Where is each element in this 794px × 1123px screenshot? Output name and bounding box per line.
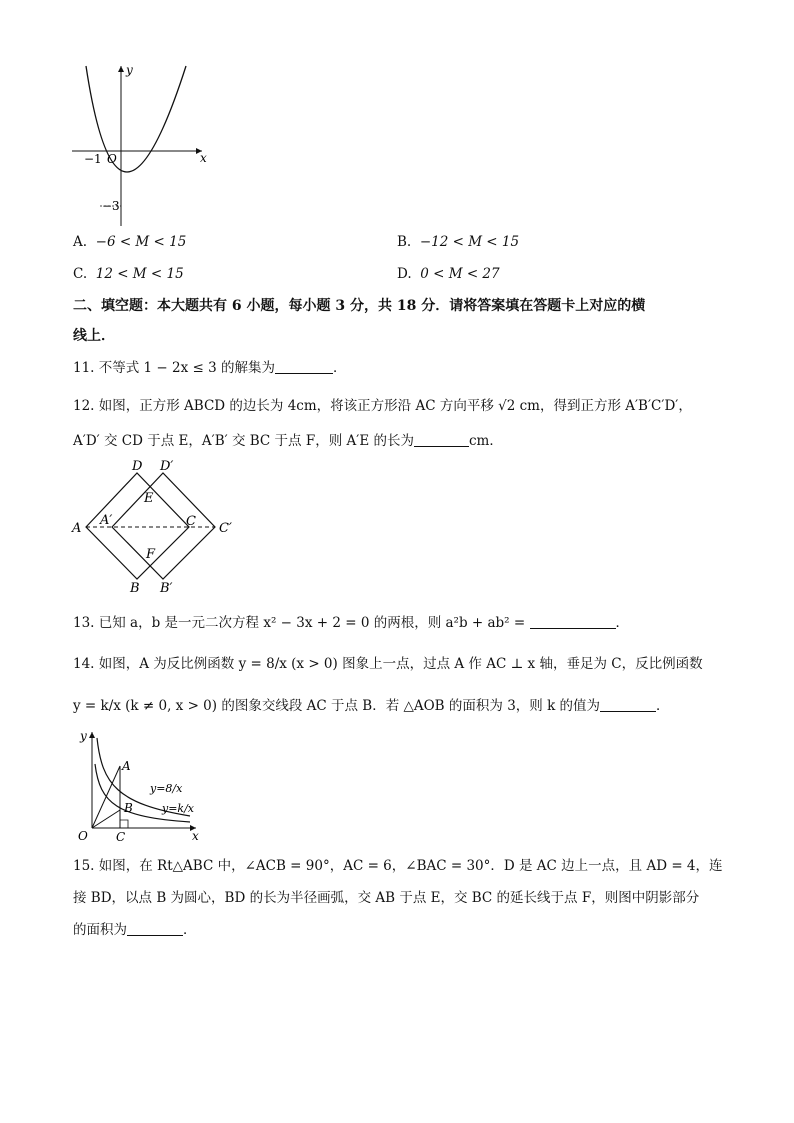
question-15-text: 的面积为 <box>73 922 127 938</box>
question-13: 13. 已知 a，b 是一元二次方程 x² − 3x + 2 = 0 的两根，则 a²b + ab² = ． <box>73 615 629 631</box>
choice-a-letter: A. <box>73 234 88 250</box>
label-a: A <box>72 521 82 536</box>
label-c1: C′ <box>219 521 232 536</box>
x-axis-label: x <box>200 151 207 165</box>
question-12-line1: 12. 如图，正方形 ABCD 的边长为 4cm，将该正方形沿 AC 方向平移 √2 cm，得到正方形 A′B′C′D′， <box>73 398 692 414</box>
label-d: D <box>132 459 143 474</box>
label-d1: D′ <box>160 459 174 474</box>
question-15-line2: 接 BD，以点 B 为圆心，BD 的长为半径画弧，交 AB 于点 E，交 BC 的延长线于点 F，则图中阴影部分 <box>73 890 700 906</box>
question-14-line1: 14. 如图，A 为反比例函数 y = 8/x (x > 0) 图象上一点，过点 A 作 AC ⊥ x 轴，垂足为 C，反比例函数 <box>73 656 703 672</box>
question-14-line2: y = k/x (k ≠ 0, x > 0) 的图象交线段 AC 于点 B．若 △AOB 的面积为 3，则 k 的值为 ． <box>73 698 670 714</box>
question-11: 11. 不等式 1 − 2x ≤ 3 的解集为 ． <box>73 360 347 376</box>
label-b1: B′ <box>160 581 173 596</box>
question-11-text: 11. 不等式 1 − 2x ≤ 3 的解集为 <box>73 360 276 376</box>
right-angle-mark <box>120 820 128 828</box>
square-a1b1c1d1 <box>112 473 215 579</box>
tick-label-neg3: −3 <box>102 199 120 213</box>
curve2-label: y=k/x <box>162 802 195 815</box>
label-b: B <box>130 581 140 596</box>
y-axis-label: y <box>126 63 133 77</box>
question-12-text: A′D′ 交 CD 于点 E，A′B′ 交 BC 于点 F，则 A′E 的长为 <box>73 433 414 449</box>
label-c: C <box>186 514 196 529</box>
label-a1: A′ <box>100 513 113 528</box>
label-e: E <box>144 491 154 506</box>
section2-heading-line2: 线上． <box>73 328 115 344</box>
question-13-text: 13. 已知 a，b 是一元二次方程 x² − 3x + 2 = 0 的两根，则 a²b + ab² = <box>73 615 526 631</box>
hyperbola-figure <box>72 724 212 846</box>
choice-a[interactable] <box>73 233 186 251</box>
label-c: C <box>116 830 126 844</box>
choice-c-text: 12 < M < 15 <box>95 266 184 282</box>
answer-blank-13[interactable] <box>530 614 616 629</box>
question-14-text: y = k/x (k ≠ 0, x > 0) 的图象交线段 AC 于点 B．若 △AOB 的面积为 3，则 k 的值为 <box>73 698 601 714</box>
label-o: O <box>78 829 88 843</box>
label-f: F <box>146 547 156 562</box>
question-12-line2: A′D′ 交 CD 于点 E，A′B′ 交 BC 于点 F，则 A′E 的长为 cm． <box>73 433 503 449</box>
choice-d-text: 0 < M < 27 <box>420 266 500 282</box>
answer-blank-14[interactable] <box>600 697 656 712</box>
choice-d[interactable] <box>397 265 500 283</box>
choice-a-text: −6 < M < 15 <box>95 234 187 250</box>
label-y: y <box>80 729 87 743</box>
choice-d-letter: D. <box>397 266 412 282</box>
choice-c-letter: C. <box>73 266 88 282</box>
question-15-line3: 的面积为 ． <box>73 922 197 938</box>
curve1-label: y=8/x <box>150 782 183 795</box>
origin-label: O <box>107 152 117 166</box>
choice-b-letter: B. <box>397 234 412 250</box>
answer-blank-15[interactable] <box>127 921 183 936</box>
label-a: A <box>122 759 131 773</box>
label-b: B <box>124 801 133 815</box>
answer-blank-11[interactable] <box>275 359 333 374</box>
answer-blank-12[interactable] <box>414 432 469 447</box>
tick-label-neg1: −1 <box>84 152 102 166</box>
choice-b[interactable] <box>397 233 519 251</box>
choice-b-text: −12 < M < 15 <box>419 234 520 250</box>
parabola-figure <box>68 60 218 230</box>
choice-c[interactable] <box>73 265 184 283</box>
label-x: x <box>192 829 199 843</box>
section2-heading-line1: 二、填空题：本大题共有 6 小题，每小题 3 分，共 18 分．请将答案填在答题卡上对应的横 <box>73 298 646 314</box>
squares-figure <box>66 456 256 596</box>
question-15-line1: 15. 如图，在 Rt△ABC 中，∠ACB = 90°，AC = 6，∠BAC = 30°．D 是 AC 边上一点，且 AD = 4，连 <box>73 858 723 874</box>
